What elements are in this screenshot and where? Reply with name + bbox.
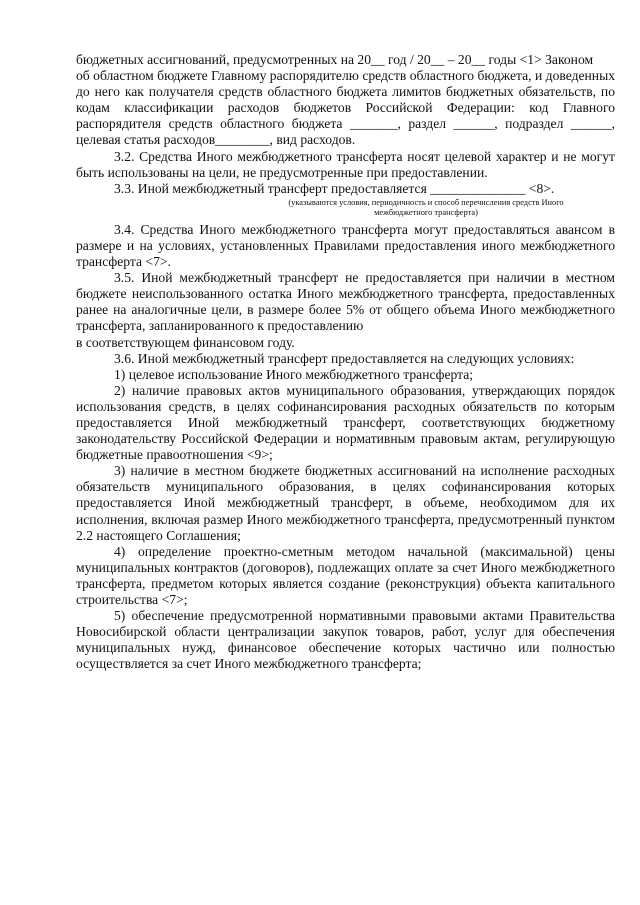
- intro-line-1: бюджетных ассигнований, предусмотренных на 20__ год / 20__ – 20__ годы <1> Законом: [76, 52, 594, 67]
- paragraph-3-6: 3.6. Иной межбюджетный трансферт предоставляется на следующих условиях:: [114, 350, 575, 366]
- paragraph-3-4: 3.4. Средства Иного межбюджетного трансферта могут предоставляться авансом в размере и на условиях, установленных Правилами предоставления иного межбюджетного трансферта <7>.: [76, 221, 615, 270]
- paragraph-3-5: 3.5. Иной межбюджетный трансферт не предоставляется при наличии в местном бюджете неиспользованного остатка Иного межбюджетного трансферта, предоставленных ранее на аналогичные цели, в размере более 5% от общего объема Иного межбюджетного трансферта, запланированного к предоставлению: [76, 270, 615, 334]
- paragraph-3-3: 3.3. Иной межбюджетный трансферт предоставляется ______________ <8>.: [114, 180, 555, 196]
- paragraph-3-5-continuation: в соответствующем финансовом году.: [76, 334, 295, 350]
- document-page: [76, 52, 615, 672]
- paragraph-3-2: 3.2. Средства Иного межбюджетного трансферта носят целевой характер и не могут быть использованы на цели, не предусмотренные при предоставлении.: [76, 148, 615, 180]
- condition-3: 3) наличие в местном бюджете бюджетных ассигнований на исполнение расходных обязательств муниципального образования, в целях софинансирования которых предоставляется Иной межбюджетный трансферт, в объеме, необходимом для их исполнения, включая размер Иного межбюджетного трансферта, предусмотренный пунктом 2.2 настоящего Соглашения;: [76, 463, 615, 543]
- condition-4: 4) определение проектно-сметным методом начальной (максимальной) цены муниципальных контрактов (договоров), подлежащих оплате за счет Иного межбюджетного трансферта, предметом которых является создание (реконструкция) объекта капитального строительства <7>;: [76, 543, 615, 607]
- condition-5: 5) обеспечение предусмотренной нормативными правовыми актами Правительства Новосибирской области централизации закупок товаров, работ, услуг для обеспечения муниципальных нужд, финансовое обеспечение которых частично или полностью осуществляется за счет Иного межбюджетного трансферта;: [76, 608, 615, 672]
- condition-1: 1) целевое использование Иного межбюджетного трансферта;: [114, 366, 474, 382]
- condition-2: 2) наличие правовых актов муниципального образования, утверждающих порядок использования средств, в целях софинансирования расходных обязательств по которым предоставляется Иной межбюджетный трансферт, соответствующих бюджетному законодательству Российской Федерации и нормативным правовым актам, регулирующую бюджетные правоотношения <9>;: [76, 382, 615, 463]
- paragraph-3-3-footnote: (указываются условия, периодичность и способ перечисления средств Иного межбюджетного трансферта): [288, 197, 564, 217]
- intro-paragraph: об областном бюджете Главному распорядителю средств областного бюджета, и доведенных до него как получателя средств областного бюджета лимитов бюджетных обязательств, по кодам классификации расходов бюджетов Российской Федерации: код Главного распорядителя средств областного бюджета _______, раздел ______, подраздел ______, целевая статья расходов________, вид расходов.: [76, 68, 615, 148]
